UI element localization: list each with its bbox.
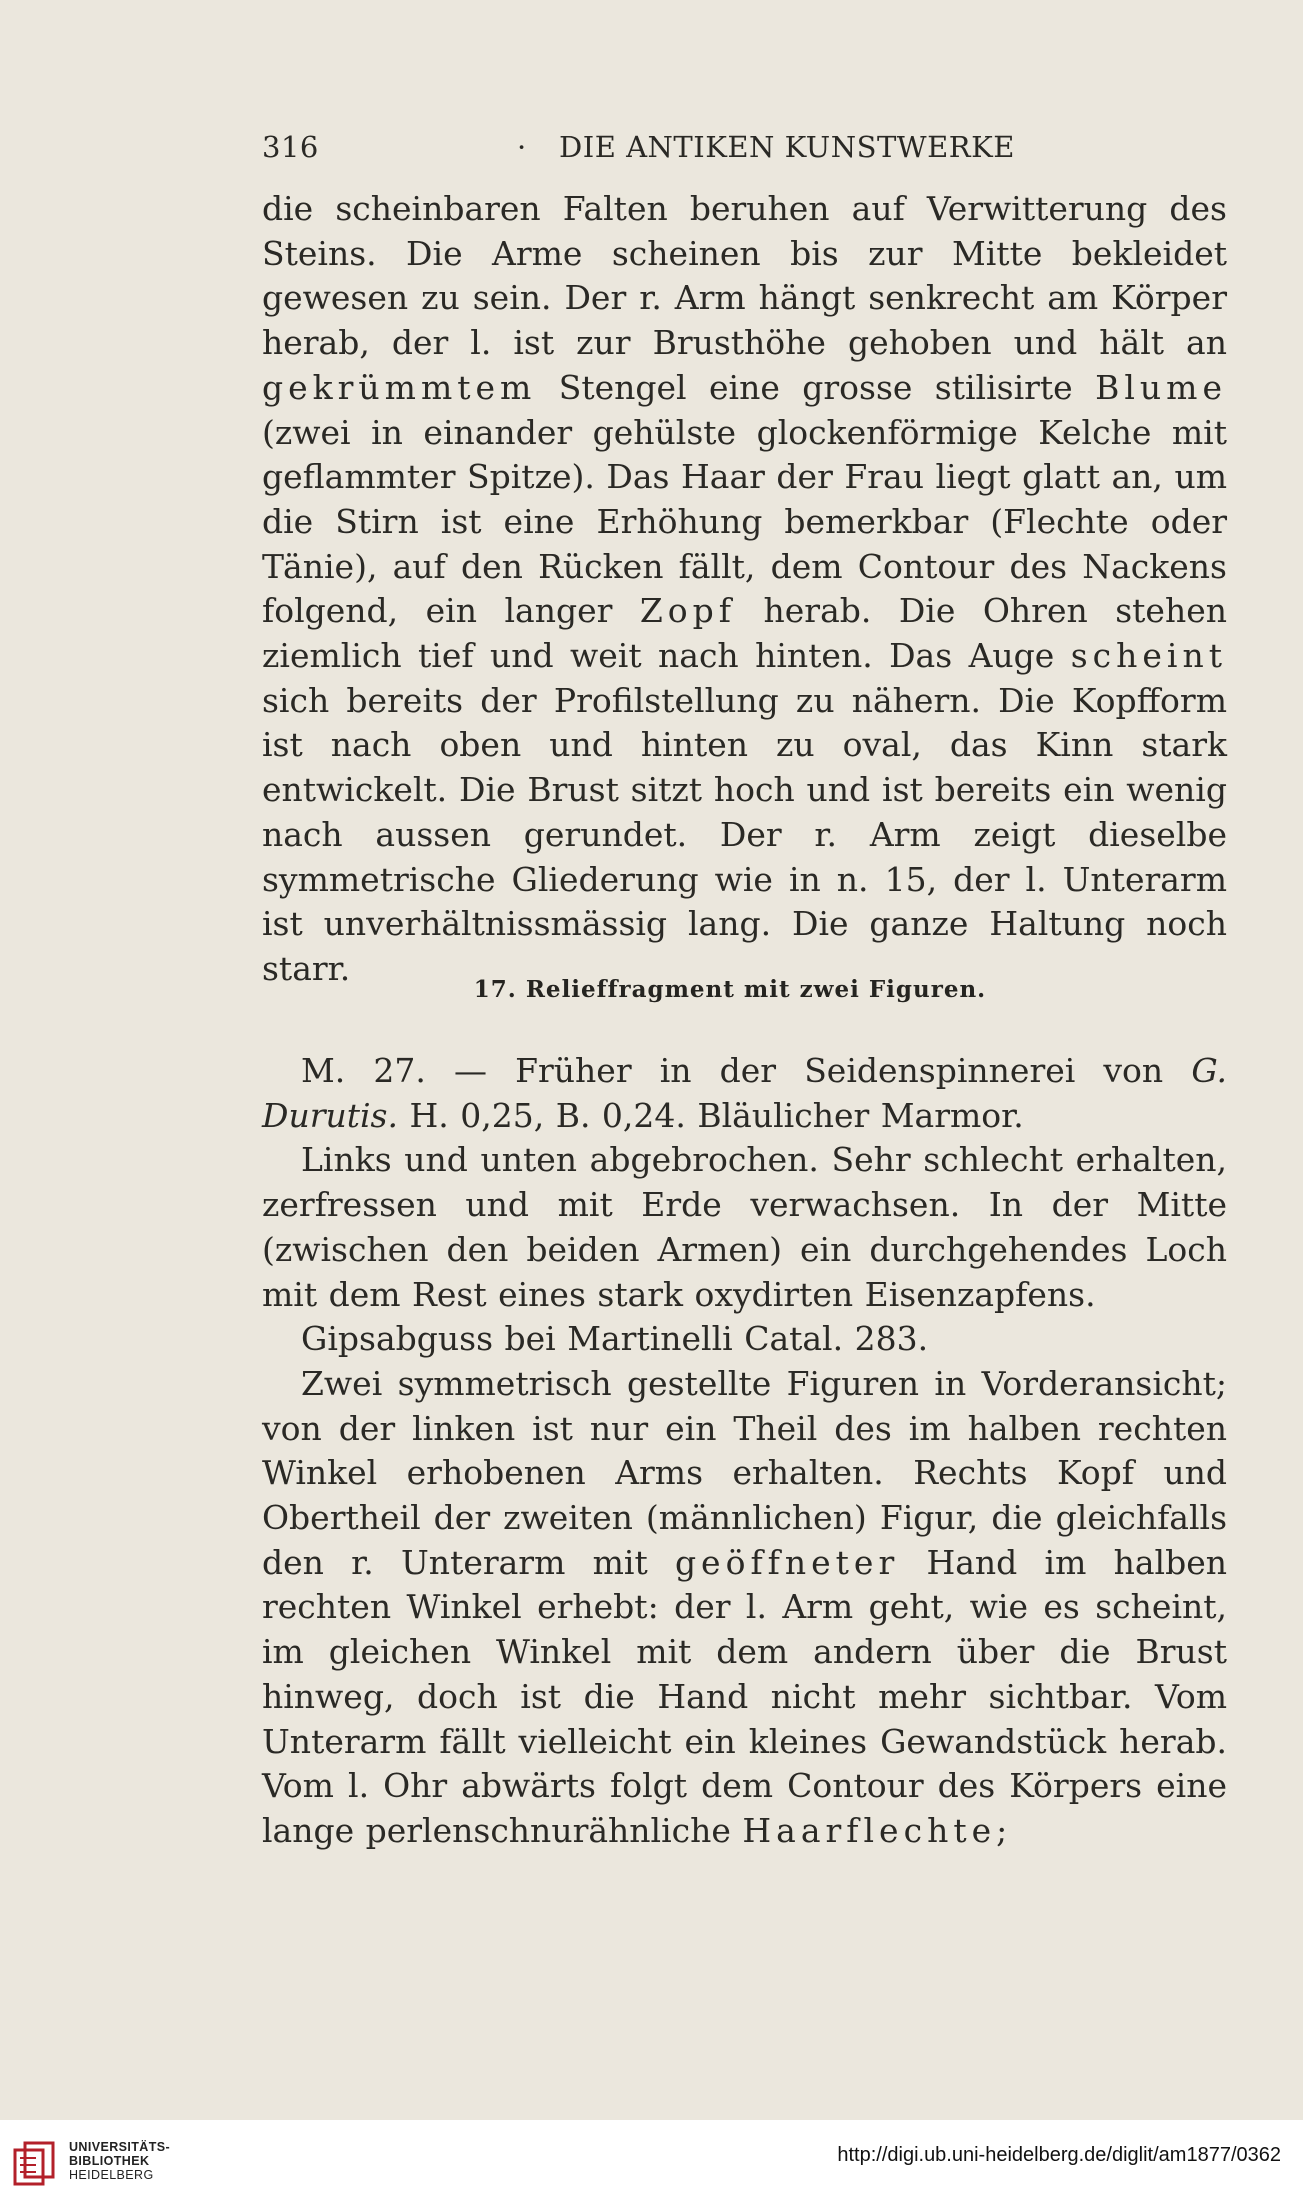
header-separator: · [517, 130, 527, 164]
page-number: 316 [262, 130, 319, 164]
paragraph: Zwei symmetrisch gestellte Figuren in Vorderansicht; von der linken ist nur ein Theil des im halben rechten Winkel erhobenen Arms erhalten. Rechts Kopf und Obertheil der zweiten (männlichen) Figur, die gleichfalls den r. Unterarm mit geöffneter Hand im halben rechten Winkel erhebt: der l. Arm geht, wie es scheint, im gleichen Winkel mit dem andern über die Brust hinweg, doch ist die Hand nicht mehr sichtbar. Vom Unterarm fällt vielleicht ein kleines Gewandstück herab. Vom l. Ohr abwärts folgt dem Contour des Körpers eine lange perlenschnurähnliche Haarflechte; [262, 1363, 1227, 1850]
section-17-body [262, 1049, 1227, 1854]
spaced-emphasis: geöffneter [674, 1542, 900, 1582]
collector-name: G. Durutis. [262, 1051, 1227, 1135]
paragraph: die scheinbaren Falten beruhen auf Verwitterung des Steins. Die Arme scheinen bis zur Mitte bekleidet gewesen zu sein. Der r. Arm hängt senkrecht am Körper herab, der l. ist zur Brusthöhe gehoben und hält an gekrümmtem Stengel eine grosse stilisirte Blume (zwei in einander gehülste glockenförmige Kelche mit geflammter Spitze). Das Haar der Frau liegt glatt an, um die Stirn ist eine Erhöhung bemerkbar (Flechte oder Tänie), auf den Rücken fällt, dem Contour des Nackens folgend, ein langer Zopf herab. Die Ohren stehen ziemlich tief und weit nach hinten. Das Auge scheint sich bereits der Profilstellung zu nähern. Die Kopfform ist nach oben und hinten zu oval, das Kinn stark entwickelt. Die Brust sitzt hoch und ist bereits ein wenig nach aussen gerundet. Der r. Arm zeigt dieselbe symmetrische Gliederung wie in n. 15, der l. Unterarm ist unverhältnissmässig lang. Die ganze Haltung noch starr. [262, 189, 1227, 988]
spaced-emphasis: scheint [1070, 636, 1227, 676]
spaced-emphasis: Blume [1095, 367, 1227, 407]
library-name: UNIVERSITÄTS- BIBLIOTHEK HEIDELBERG [69, 2140, 171, 2182]
page-header [262, 130, 1222, 170]
spaced-emphasis: gekrümmtem [262, 367, 537, 407]
paragraph: M. 27. — Früher in der Seidenspinnerei von G. Durutis. H. 0,25, B. 0,24. Bläulicher Marmor. [262, 1051, 1227, 1135]
spaced-emphasis: Haarflechte [742, 1810, 997, 1850]
digitization-footer [0, 2120, 1303, 2205]
running-title: DIE ANTIKEN KUNSTWERKE [559, 130, 1015, 164]
section-heading: 17. Relieffragment mit zwei Figuren. [473, 976, 987, 1003]
section-16-continuation [262, 187, 1227, 992]
source-url-link[interactable]: http://digi.ub.uni-heidelberg.de/diglit/am1877/0362 [837, 2144, 1281, 2166]
paragraph: Links und unten abgebrochen. Sehr schlecht erhalten, zerfressen und mit Erde verwachsen. In der Mitte (zwischen den beiden Armen) ein durchgehendes Loch mit dem Rest eines stark oxydirten Eisenzapfens. [262, 1140, 1227, 1314]
university-library-logo-icon [12, 2140, 56, 2188]
paragraph: Gipsabguss bei Martinelli Catal. 283. [301, 1319, 929, 1359]
spaced-emphasis: Zopf [639, 591, 737, 631]
